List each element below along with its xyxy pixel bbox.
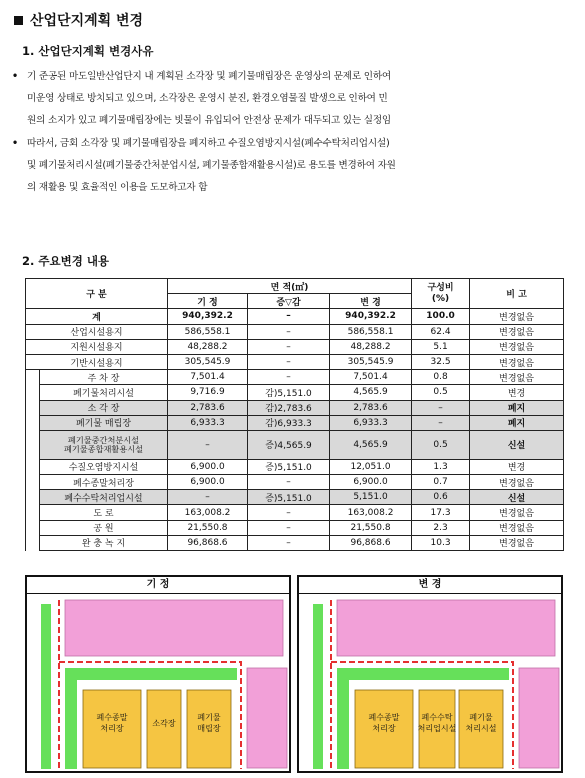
bullet-dot-icon: • (12, 138, 18, 149)
row-change: 증)5,151.0 (248, 459, 330, 474)
industrial-zone (65, 600, 283, 656)
row-name: 소 각 장 (40, 400, 168, 415)
row-ratio: – (412, 400, 470, 415)
table-row (26, 354, 564, 369)
row-name: 폐기물처리시설 (40, 385, 168, 400)
row-change: – (248, 475, 330, 490)
bullet-dot-icon: • (12, 71, 18, 82)
row-ratio: 17.3 (412, 505, 470, 520)
row-ratio: 32.5 (412, 354, 470, 369)
row-before: 21,550.8 (168, 520, 248, 535)
row-note: 변경없음 (470, 324, 564, 339)
row-before: 305,545.9 (168, 354, 248, 369)
row-name: 완 충 녹 지 (40, 535, 168, 550)
table-row (26, 339, 564, 354)
section2-heading: 2. 주요변경 내용 (22, 254, 110, 268)
row-after: 12,051.0 (330, 459, 412, 474)
table-row (26, 385, 564, 400)
map-after-title: 변 경 (299, 577, 561, 594)
table-row (26, 520, 564, 535)
row-note: 변경없음 (470, 370, 564, 385)
row-ratio: 2.3 (412, 520, 470, 535)
table-row (26, 324, 564, 339)
row-note: 폐지 (470, 415, 564, 430)
map-label: 매립장 (197, 724, 221, 733)
row-change: 감)5,151.0 (248, 385, 330, 400)
change-table (25, 278, 564, 551)
row-note: 변경 (470, 459, 564, 474)
industrial-zone (337, 600, 555, 656)
row-after: 6,933.3 (330, 415, 412, 430)
bullet-2-line-3: 의 재활용 및 효율적인 이용을 도모하고자 함 (27, 182, 208, 193)
row-after: 586,558.1 (330, 324, 412, 339)
row-change: 증)5,151.0 (248, 490, 330, 505)
row-change: – (248, 339, 330, 354)
row-note: 변경없음 (470, 535, 564, 550)
row-ratio: 0.8 (412, 370, 470, 385)
row-change: – (248, 354, 330, 369)
table-row (26, 459, 564, 474)
header-before: 기 정 (168, 294, 248, 309)
row-change: – (248, 309, 330, 324)
table-row (26, 475, 564, 490)
row-before: 6,900.0 (168, 459, 248, 474)
header-after: 변 경 (330, 294, 412, 309)
map-before-drawing (27, 594, 289, 771)
row-change: – (248, 370, 330, 385)
row-after: 305,545.9 (330, 354, 412, 369)
row-after: 163,008.2 (330, 505, 412, 520)
header-note: 비 고 (470, 279, 564, 309)
row-note: 신설 (470, 490, 564, 505)
row-ratio: 5.1 (412, 339, 470, 354)
table-row (26, 490, 564, 505)
row-ratio: – (412, 415, 470, 430)
row-name (40, 430, 168, 459)
map-before (25, 575, 291, 773)
map-label: 처리업시설 (417, 724, 457, 733)
row-after: 4,565.9 (330, 385, 412, 400)
map-before-title: 기 정 (27, 577, 289, 594)
industrial-zone (519, 668, 559, 768)
row-before: 96,868.6 (168, 535, 248, 550)
map-label: 소각장 (152, 719, 176, 728)
row-after: 940,392.2 (330, 309, 412, 324)
row-name: 주 차 장 (40, 370, 168, 385)
industrial-zone (247, 668, 287, 768)
map-label: 폐기물 (197, 713, 221, 722)
row-before: 9,716.9 (168, 385, 248, 400)
row-name: 계 (26, 309, 168, 324)
map-after-drawing (299, 594, 561, 771)
row-note: 신설 (470, 430, 564, 459)
row-change: – (248, 505, 330, 520)
row-before: – (168, 430, 248, 459)
row-change: – (248, 535, 330, 550)
row-note: 변경없음 (470, 339, 564, 354)
row-note: 변경없음 (470, 354, 564, 369)
row-change: 감)2,783.6 (248, 400, 330, 415)
facility-block (147, 690, 181, 768)
map-label: 처리장 (372, 724, 396, 733)
row-ratio: 10.3 (412, 535, 470, 550)
row-after: 96,868.6 (330, 535, 412, 550)
map-label: 폐수종말 (96, 713, 128, 722)
table-row (26, 415, 564, 430)
section1-heading: 1. 산업단지계획 변경사유 (22, 44, 154, 58)
row-before: 163,008.2 (168, 505, 248, 520)
header-change: 증▽감 (248, 294, 330, 309)
row-ratio: 0.5 (412, 430, 470, 459)
page-title (14, 10, 143, 30)
header-ratio-line-2: (%) (431, 293, 450, 304)
row-before: 6,933.3 (168, 415, 248, 430)
header-ratio (412, 279, 470, 309)
row-before: 586,558.1 (168, 324, 248, 339)
row-after: 2,783.6 (330, 400, 412, 415)
green-buffer (313, 604, 323, 769)
row-change: 증)4,565.9 (248, 430, 330, 459)
row-name: 수질오염방지시설 (40, 459, 168, 474)
row-ratio: 62.4 (412, 324, 470, 339)
row-after: 7,501.4 (330, 370, 412, 385)
bullet-1 (12, 66, 578, 132)
row-ratio: 0.7 (412, 475, 470, 490)
map-label: 처리장 (100, 724, 124, 733)
bullet-2-line-2: 및 폐기물처리시설(폐기물중간처분업시설, 폐기물종합재활용시설)로 용도를 변경하여 자원 (27, 160, 396, 171)
row-name: 지원시설용지 (26, 339, 168, 354)
row-note: 변경 (470, 385, 564, 400)
row-ratio: 1.3 (412, 459, 470, 474)
bullet-1-line-3: 원의 소지가 있고 폐기물매립장에는 빗물이 유입되어 안전상 문제가 대두되고 있는 실정임 (27, 115, 391, 126)
row-after: 4,565.9 (330, 430, 412, 459)
map-label: 처리시설 (465, 724, 497, 733)
row-after: 21,550.8 (330, 520, 412, 535)
row-ratio: 0.6 (412, 490, 470, 505)
bullet-2-line-1: 따라서, 금회 소각장 및 폐기물매립장을 폐지하고 수질오염방지시설(폐수수탁처리업시설) (27, 138, 390, 149)
row-name: 폐수종말처리장 (40, 475, 168, 490)
row-change: – (248, 324, 330, 339)
row-before: 940,392.2 (168, 309, 248, 324)
row-before: 48,288.2 (168, 339, 248, 354)
row-before: – (168, 490, 248, 505)
map-after (297, 575, 563, 773)
row-after: 6,900.0 (330, 475, 412, 490)
green-buffer (41, 604, 51, 769)
row-note: 변경없음 (470, 520, 564, 535)
map-label: 폐수수탁 (421, 713, 453, 722)
table-row (26, 430, 564, 459)
row-before: 7,501.4 (168, 370, 248, 385)
row-after: 5,151.0 (330, 490, 412, 505)
row-note: 변경없음 (470, 505, 564, 520)
row-ratio: 0.5 (412, 385, 470, 400)
map-label: 폐수종말 (368, 713, 400, 722)
header-gubun: 구 분 (26, 279, 168, 309)
page-title-text: 산업단지계획 변경 (30, 13, 144, 29)
indent-cell (26, 370, 40, 551)
row-before: 6,900.0 (168, 475, 248, 490)
row-note: 변경없음 (470, 475, 564, 490)
row-name-line-2: 폐기물종합재활용시설 (63, 443, 144, 454)
row-change: 감)6,933.3 (248, 415, 330, 430)
table-row (26, 309, 564, 324)
row-note: 폐지 (470, 400, 564, 415)
row-name: 산업시설용지 (26, 324, 168, 339)
bullet-1-line-1: 기 준공된 마도일반산업단지 내 계획된 소각장 및 폐기물매립장은 운영상의 문제로 인하여 (27, 71, 391, 82)
row-name: 기반시설용지 (26, 354, 168, 369)
row-name: 폐수수탁처리업시설 (40, 490, 168, 505)
bullet-2 (12, 133, 578, 199)
row-name: 도 로 (40, 505, 168, 520)
map-label: 폐기물 (469, 713, 493, 722)
row-note: 변경없음 (470, 309, 564, 324)
row-name: 폐기물 매립장 (40, 415, 168, 430)
square-bullet-icon (14, 16, 23, 25)
row-ratio: 100.0 (412, 309, 470, 324)
row-after: 48,288.2 (330, 339, 412, 354)
header-ratio-line-1: 구성비 (427, 282, 454, 293)
table-row (26, 535, 564, 550)
row-before: 2,783.6 (168, 400, 248, 415)
row-name-line-1: 폐기물중간처분시설 (67, 434, 140, 445)
table-row (26, 370, 564, 385)
row-change: – (248, 520, 330, 535)
bullet-1-line-2: 미운영 상태로 방치되고 있으며, 소각장은 운영시 분진, 환경오염물질 발생으로 인하여 민 (27, 93, 388, 104)
table-row (26, 400, 564, 415)
header-area: 면 적(㎡) (168, 279, 412, 294)
row-name: 공 원 (40, 520, 168, 535)
table-row (26, 505, 564, 520)
